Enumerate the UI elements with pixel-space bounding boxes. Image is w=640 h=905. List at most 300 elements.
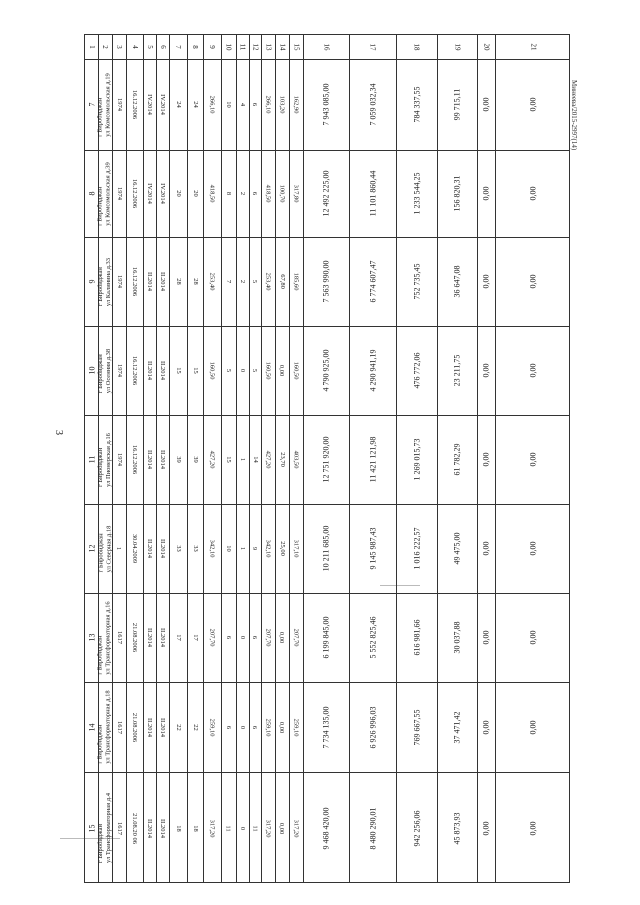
address-city: г Биробиджан [97,635,105,675]
cell-col-4-text: 16.12.2006 [131,89,138,120]
cell-col-7 [169,237,187,326]
cell-col-5-text: II.2014 [146,717,153,737]
column-number-6 [156,35,169,59]
cell-col-16-text: 6 199 845,00 [321,616,331,659]
cell-col-4-text: 16.12.2006 [131,266,138,297]
cell-col-6 [156,150,169,237]
column-number-1 [85,35,98,59]
cell-col-14-text: 25,00 [278,541,286,556]
cell-col-10-text: 8 [225,191,232,196]
cell-col-10-text: 7 [225,279,232,284]
cell-col-11 [236,150,249,237]
cell-col-13-text: 207,70 [264,628,272,647]
cell-col-11 [236,59,249,150]
address-cell [98,504,112,593]
cell-col-16 [303,59,349,150]
cell-col-4-text: 21.08.2006 [131,712,138,742]
document-footer-note: Минеева/2015-2997(14) [570,80,578,151]
cell-col-14 [275,593,289,682]
cell-col-6-text: II.2014 [159,450,166,469]
cell-col-6-text: II.2014 [159,361,166,380]
cell-col-17 [349,504,396,593]
column-number-17 [349,35,396,59]
cell-col-1 [85,237,98,326]
cell-col-16 [303,593,349,682]
cell-col-9 [203,682,221,772]
cell-col-10-text: 6 [225,635,232,640]
cell-col-10-text: 15 [225,456,232,463]
cell-col-9 [203,59,221,150]
cell-col-18-text: 1 233 544,25 [412,172,421,215]
cell-col-15-text: 317,20 [292,819,300,837]
cell-col-19-text: 99 715,11 [452,88,462,121]
cell-col-9-text: 266,10 [208,95,216,114]
cell-col-11-text: 0 [239,826,246,830]
cell-col-15 [289,237,303,326]
column-number-13-text: 13 [264,43,272,51]
cell-col-8-text: 22 [191,723,199,731]
column-number-15 [289,35,303,59]
address-cell [98,682,112,772]
address-street: ул Калинина д.33 [105,257,112,306]
address-street: ул Комсомольская д.39 [105,161,112,226]
cell-col-13-text: 160,50 [264,361,272,380]
cell-col-12 [249,237,261,326]
address-street: ул Трансформаторная д.4 [105,793,113,863]
cell-col-8 [187,59,203,150]
cell-col-20-text: 0,00 [481,452,491,467]
cell-col-12-text: 6 [251,725,259,729]
cell-col-8-text: 20 [191,190,199,197]
cell-col-4-text: 21.08.2006 [131,622,138,653]
cell-col-1-text: 11 [86,455,96,464]
cell-col-15-text: 162,90 [292,95,300,114]
cell-col-11-text: 0 [239,635,246,640]
cell-col-15-text: 259,10 [292,718,300,736]
cell-col-3-text: 1974 [115,364,123,377]
cell-col-7 [169,59,187,150]
cell-col-15-text: 160,50 [292,361,300,380]
cell-col-8 [187,593,203,682]
cell-col-7-text: 18 [174,824,182,832]
column-number-12 [249,35,261,59]
cell-col-18 [396,772,437,884]
cell-col-6-text: II.2014 [159,539,166,558]
cell-col-4 [126,504,143,593]
cell-col-19 [437,593,477,682]
cell-col-15-text: 207,70 [292,628,300,647]
column-number-14-text: 14 [278,43,286,51]
cell-col-6 [156,59,169,150]
cell-col-14 [275,326,289,415]
column-number-11-text: 11 [238,43,247,51]
address-street: ул Трансформаторная д.16 [105,600,113,675]
cell-col-8-text: 24 [191,101,199,108]
cell-col-1-text: 15 [87,824,96,832]
column-number-21 [495,35,571,59]
cell-col-17 [349,415,396,504]
column-number-9 [203,35,221,59]
column-number-3 [112,35,126,59]
cell-col-1 [85,504,98,593]
cell-col-12 [249,415,261,504]
cell-col-16-text: 12 492 225,00 [321,170,331,217]
column-number-10 [221,35,236,59]
cell-col-13-text: 253,40 [264,272,272,291]
address-street: ул Северная д.18 [105,525,112,572]
cell-col-8-text: 17 [191,634,199,641]
cell-col-14 [275,59,289,150]
cell-col-20 [477,237,495,326]
cell-col-7-text: 15 [174,367,182,374]
cell-col-18 [396,593,437,682]
column-number-2 [98,35,112,59]
cell-col-4 [126,415,143,504]
cell-col-3 [112,504,126,593]
cell-col-13 [261,415,275,504]
cell-col-14 [275,150,289,237]
cell-col-21 [495,504,571,593]
cell-col-6 [156,237,169,326]
address-street: ул Комсомольская д.19 [105,72,112,137]
cell-col-3-text: 1617 [115,631,123,644]
cell-col-12-text: 6 [251,102,259,107]
cell-col-10-text: 6 [225,725,232,729]
cell-col-14 [275,415,289,504]
column-number-10-text: 10 [224,43,233,51]
cell-col-14-text: 67,80 [278,274,286,289]
column-number-19 [437,35,477,59]
cell-col-15-text: 403,50 [292,450,300,469]
cell-col-4-text: 30.04.2009 [131,533,138,564]
column-number-11 [236,35,249,59]
column-number-8 [187,35,203,59]
cell-col-3 [112,682,126,772]
page-number: 3 [53,430,64,435]
cell-col-19-text: 30 037,88 [452,621,462,654]
address-city: г Биробиджан [97,532,104,572]
cell-col-20 [477,59,495,150]
cell-col-5 [143,593,156,682]
cell-col-7 [169,415,187,504]
cell-col-5 [143,326,156,415]
cell-col-20-text: 0,00 [481,541,491,556]
cell-col-12 [249,682,261,772]
cell-col-11-text: 2 [239,191,246,196]
address-cell [98,593,112,682]
cell-col-9 [203,415,221,504]
cell-col-5-text: II.2014 [146,539,153,558]
address-city: г Биробиджан [97,447,104,487]
cell-col-11 [236,682,249,772]
cell-col-15 [289,326,303,415]
column-number-6-text: 6 [158,45,167,49]
cell-col-19-text: 49 475,00 [452,532,462,565]
cell-col-16-text: 7 943 085,00 [321,83,331,126]
cell-col-18 [396,415,437,504]
cell-col-8 [187,150,203,237]
column-number-2-text: 2 [101,45,109,49]
cell-col-12 [249,150,261,237]
cell-col-21-text: 0,00 [528,541,538,556]
cell-col-19-text: 36 647,08 [452,265,462,298]
cell-col-20-text: 0,00 [481,630,491,645]
cell-col-14 [275,237,289,326]
cell-col-13 [261,504,275,593]
cell-col-10 [221,326,236,415]
cell-col-18-text: 1 269 015,73 [412,438,421,481]
cell-col-16 [303,150,349,237]
column-number-14 [275,35,289,59]
cell-col-5 [143,415,156,504]
cell-col-11-text: 1 [239,546,246,551]
cell-col-16 [303,504,349,593]
cell-col-3-text: 1974 [115,275,123,288]
cell-col-12-text: 6 [251,635,259,640]
cell-col-10-text: 5 [225,368,232,373]
column-number-19-text: 19 [453,43,461,51]
cell-col-19 [437,326,477,415]
cell-col-3-text: 1974 [115,453,123,466]
cell-col-10 [221,682,236,772]
cell-col-18 [396,682,437,772]
cell-col-18 [396,326,437,415]
cell-col-10 [221,772,236,884]
cell-col-17-text: 6 774 607,47 [368,260,377,303]
cell-col-15-text: 317,10 [292,539,300,558]
address-city: г Биробиджан [97,266,104,306]
cell-col-20 [477,772,495,884]
cell-col-18-text: 769 667,55 [412,709,421,745]
address-cell [98,415,112,504]
cell-col-8-text: 39 [191,456,199,463]
cell-col-17 [349,593,396,682]
cell-col-16 [303,682,349,772]
cell-col-12 [249,59,261,150]
cell-col-19 [437,682,477,772]
cell-col-17-text: 11 421 121,98 [367,436,377,483]
cell-col-20 [477,682,495,772]
cell-col-20 [477,150,495,237]
cell-col-13 [261,150,275,237]
cell-col-21-text: 0,00 [528,821,538,835]
cell-col-21-text: 0,00 [528,274,538,289]
column-number-7-text: 7 [174,45,182,49]
cell-col-8-text: 33 [191,545,199,552]
cell-col-9-text: 317,20 [208,819,216,837]
column-number-17-text: 17 [368,43,377,51]
cell-col-10-text: 10 [225,545,232,552]
cell-col-13 [261,326,275,415]
cell-col-4-text: 16.12.2006 [131,444,138,475]
cell-col-6-text: II.2014 [159,818,166,838]
cell-col-8 [187,326,203,415]
cell-col-14-text: 23,70 [278,452,286,467]
cell-col-11-text: 1 [239,457,246,462]
cell-col-4 [126,237,143,326]
cell-col-5-text: IV.2014 [146,183,153,204]
cell-col-4-text: 16.12.2006 [131,178,138,209]
cell-col-6-text: II.2014 [159,628,166,647]
cell-col-7-text: 20 [174,190,182,197]
cell-col-4-text: 16.12.2006 [131,355,138,386]
cell-col-18-text: 476 772,06 [412,352,421,389]
cell-col-18-text: 784 337,55 [412,86,421,123]
cell-col-6 [156,772,169,884]
column-number-9-text: 9 [208,45,216,49]
cell-col-12 [249,593,261,682]
cell-col-19-text: 156 820,31 [452,175,462,212]
cell-col-9 [203,237,221,326]
cell-col-6-text: II.2014 [159,717,166,737]
cell-col-20 [477,504,495,593]
cell-col-21 [495,772,571,884]
cell-col-21 [495,237,571,326]
cell-col-10-text: 10 [225,101,232,108]
cell-col-21-text: 0,00 [528,186,538,201]
cell-col-15 [289,150,303,237]
cell-col-7 [169,682,187,772]
cell-col-5-text: II.2014 [146,272,153,291]
cell-col-15 [289,593,303,682]
cell-col-10 [221,150,236,237]
cell-col-17-text: 5 552 825,46 [368,616,377,659]
cell-col-4 [126,593,143,682]
address-street: ул Пионерская д.16 [105,432,112,487]
column-number-8-text: 8 [191,45,199,49]
cell-col-1 [85,326,98,415]
column-number-15-text: 15 [292,43,300,51]
cell-col-12-text: 14 [251,456,259,463]
cell-col-7 [169,326,187,415]
cell-col-12-text: 5 [251,368,259,373]
cell-col-15-text: 185,60 [292,272,300,291]
cell-col-13 [261,593,275,682]
cell-col-12-text: 11 [251,824,259,832]
cell-col-20-text: 0,00 [481,821,491,835]
cell-col-19-text: 37 471,42 [452,711,462,743]
cell-col-11-text: 2 [239,279,246,284]
column-number-13 [261,35,275,59]
cell-col-7 [169,150,187,237]
address-city: г Биробиджан [97,724,105,764]
cell-col-7 [169,593,187,682]
cell-col-14-text: 0,00 [278,822,286,834]
cell-col-1-text: 10 [87,366,96,375]
cell-col-1-text: 12 [87,544,96,553]
cell-col-3-text: 1974 [115,98,123,111]
cell-col-4 [126,772,143,884]
cell-col-17 [349,682,396,772]
cell-col-13-text: 266,10 [264,95,272,114]
cell-col-7-text: 24 [174,101,182,108]
cell-col-9 [203,593,221,682]
cell-col-11 [236,237,249,326]
cell-col-20-text: 0,00 [481,186,491,201]
cell-col-13-text: 427,20 [264,450,272,469]
cell-col-19 [437,237,477,326]
cell-col-20 [477,326,495,415]
cell-col-8 [187,237,203,326]
cell-col-18-text: 942 256,06 [412,810,421,846]
cell-col-9-text: 427,20 [208,450,216,469]
cell-col-19-text: 61 782,29 [452,443,462,476]
cell-col-3 [112,593,126,682]
cell-col-9-text: 418,50 [208,184,216,203]
cell-col-20-text: 0,00 [481,720,491,734]
cell-col-14 [275,504,289,593]
cell-col-10 [221,504,236,593]
column-number-20 [477,35,495,59]
cell-col-17 [349,59,396,150]
cell-col-6 [156,593,169,682]
cell-col-6-text: II.2014 [159,272,166,291]
cell-col-7-text: 33 [174,545,182,552]
cell-col-14-text: 0,00 [278,721,286,733]
address-cell [98,150,112,237]
cell-col-9-text: 259,10 [208,718,216,736]
cell-col-16 [303,237,349,326]
cell-col-21-text: 0,00 [528,97,538,112]
cell-col-5 [143,237,156,326]
column-number-4 [126,35,143,59]
cell-col-18 [396,237,437,326]
cell-col-1-text: 7 [87,102,96,107]
column-number-4-text: 4 [130,45,139,49]
cell-col-17-text: 6 926 996,03 [368,706,377,748]
cell-col-14-text: 100,70 [278,184,286,203]
column-number-1-text: 1 [87,45,96,49]
cell-col-3 [112,150,126,237]
cell-col-1-text: 13 [87,633,96,642]
address-street: ул Осенняя д.38 [105,348,112,393]
cell-col-11 [236,593,249,682]
column-number-21-text: 21 [529,43,537,51]
column-number-7 [169,35,187,59]
cell-col-5 [143,772,156,884]
cell-col-5 [143,682,156,772]
cell-col-3 [112,326,126,415]
cell-col-3-text: 1617 [115,720,123,734]
column-number-16 [303,35,349,59]
cell-col-11-text: 0 [239,368,246,373]
cell-col-13 [261,59,275,150]
cell-col-14 [275,772,289,884]
cell-col-15-text: 317,80 [292,184,300,203]
cell-col-1-text: 9 [87,279,96,284]
cell-col-8 [187,415,203,504]
cell-col-6 [156,326,169,415]
cell-col-7-text: 28 [174,278,182,285]
cell-col-21 [495,150,571,237]
cell-col-19 [437,59,477,150]
cell-col-3 [112,59,126,150]
cell-col-5 [143,59,156,150]
cell-col-19 [437,772,477,884]
cell-col-17 [349,772,396,884]
cell-col-13 [261,772,275,884]
address-cell [98,59,112,150]
cell-col-21-text: 0,00 [528,452,538,467]
cell-col-18 [396,150,437,237]
cell-col-1-text: 8 [87,191,96,196]
cell-col-14-text: 103,20 [278,95,286,114]
cell-col-15 [289,59,303,150]
cell-col-5-text: IV.2014 [146,94,153,115]
cell-col-9 [203,150,221,237]
cell-col-3-text: 1 [115,546,123,551]
address-cell [98,237,112,326]
